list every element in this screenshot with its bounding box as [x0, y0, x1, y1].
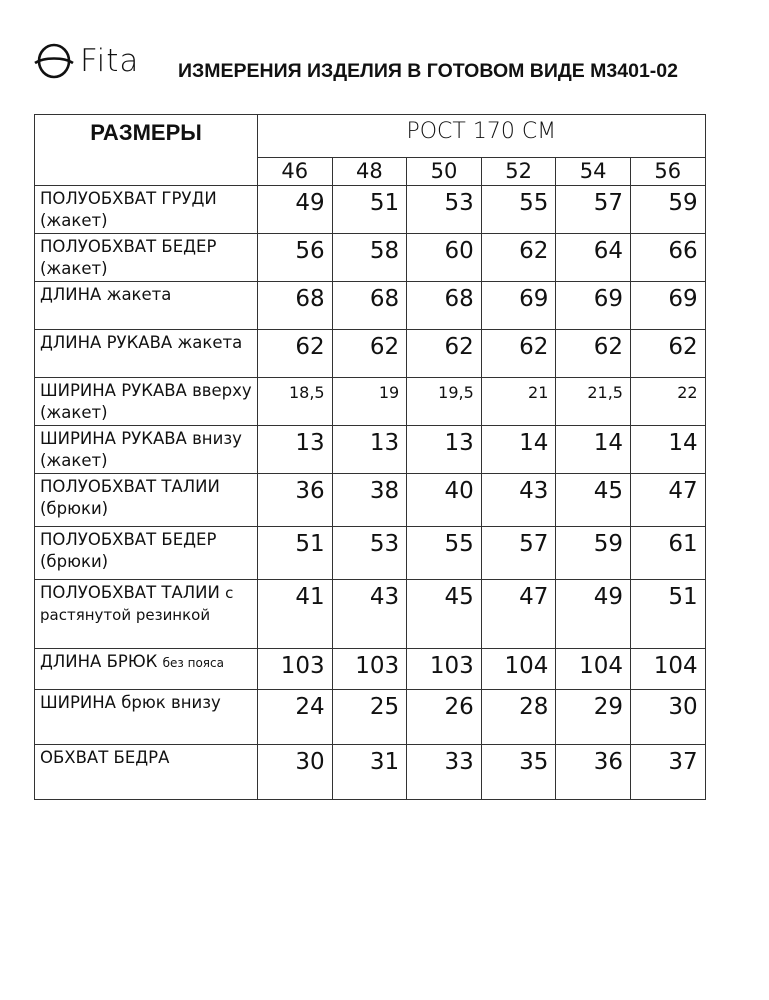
measurement-value: 104 [556, 649, 631, 690]
measurement-value: 30 [258, 745, 333, 800]
measurement-label-main: ШИРИНА брюк внизу [40, 693, 221, 712]
measurement-label [35, 474, 258, 527]
measurement-value: 103 [332, 649, 407, 690]
table-row [35, 690, 706, 745]
measurement-value: 26 [407, 690, 482, 745]
measurement-value: 35 [481, 745, 556, 800]
measurement-value: 28 [481, 690, 556, 745]
measurement-value: 62 [332, 330, 407, 378]
measurement-label-note: без пояса [162, 656, 224, 670]
measurement-label-main: ПОЛУОБХВАТ ГРУДИ (жакет) [40, 189, 217, 230]
measurement-value: 103 [258, 649, 333, 690]
measurement-value: 62 [556, 330, 631, 378]
measurement-value: 56 [258, 234, 333, 282]
table-row [35, 282, 706, 330]
measurement-value: 45 [556, 474, 631, 527]
measurement-value: 29 [556, 690, 631, 745]
measurement-value: 31 [332, 745, 407, 800]
measurement-value: 21,5 [556, 378, 631, 426]
measurement-value: 104 [481, 649, 556, 690]
table-row [35, 527, 706, 580]
measurement-label [35, 527, 258, 580]
size-header: 48 [332, 158, 407, 186]
measurement-value: 13 [332, 426, 407, 474]
measurement-value: 61 [630, 527, 705, 580]
measurement-label-main: ОБХВАТ БЕДРА [40, 748, 170, 767]
table-row [35, 580, 706, 649]
measurement-value: 45 [407, 580, 482, 649]
measurement-value: 19 [332, 378, 407, 426]
brand-name: Fita [80, 43, 140, 79]
measurement-label-main: ДЛИНА РУКАВА жакета [40, 333, 243, 352]
table-row [35, 330, 706, 378]
height-header: РОСТ 170 СМ [258, 115, 706, 158]
measurement-label [35, 330, 258, 378]
measurement-value: 66 [630, 234, 705, 282]
measurement-value: 69 [481, 282, 556, 330]
measurement-value: 62 [407, 330, 482, 378]
measurement-value: 57 [556, 186, 631, 234]
size-header: 52 [481, 158, 556, 186]
measurement-value: 49 [258, 186, 333, 234]
measurement-label [35, 745, 258, 800]
measurement-label [35, 282, 258, 330]
measurement-value: 47 [481, 580, 556, 649]
measurement-value: 21 [481, 378, 556, 426]
table-row [35, 378, 706, 426]
measurement-value: 68 [407, 282, 482, 330]
measurement-value: 51 [630, 580, 705, 649]
measurement-value: 49 [556, 580, 631, 649]
measurement-value: 36 [258, 474, 333, 527]
page-title: ИЗМЕРЕНИЯ ИЗДЕЛИЯ В ГОТОВОМ ВИДЕ М3401-02 [178, 60, 678, 82]
measurement-value: 64 [556, 234, 631, 282]
measurement-value: 37 [630, 745, 705, 800]
measurement-value: 53 [332, 527, 407, 580]
measurement-value: 104 [630, 649, 705, 690]
fita-logo-icon [34, 41, 74, 81]
measurement-value: 13 [258, 426, 333, 474]
table-row [35, 474, 706, 527]
measurement-value: 40 [407, 474, 482, 527]
measurement-value: 18,5 [258, 378, 333, 426]
measurement-value: 57 [481, 527, 556, 580]
measurement-value: 14 [630, 426, 705, 474]
measurement-label [35, 580, 258, 649]
table-row [35, 186, 706, 234]
measurement-value: 55 [481, 186, 556, 234]
measurement-value: 47 [630, 474, 705, 527]
measurement-value: 22 [630, 378, 705, 426]
measurement-value: 59 [630, 186, 705, 234]
measurement-value: 68 [332, 282, 407, 330]
measurement-value: 25 [332, 690, 407, 745]
measurement-label-main: ПОЛУОБХВАТ БЕДЕР (брюки) [40, 530, 217, 571]
measurement-value: 19,5 [407, 378, 482, 426]
measurement-value: 62 [630, 330, 705, 378]
measurement-label-main: ШИРИНА РУКАВА вверху (жакет) [40, 381, 252, 422]
measurement-label [35, 378, 258, 426]
measurement-value: 43 [481, 474, 556, 527]
measurement-value: 30 [630, 690, 705, 745]
measurement-value: 14 [481, 426, 556, 474]
table-row [35, 234, 706, 282]
measurement-value: 62 [258, 330, 333, 378]
measurement-value: 55 [407, 527, 482, 580]
measurement-value: 60 [407, 234, 482, 282]
measurement-value: 43 [332, 580, 407, 649]
measurement-label [35, 234, 258, 282]
measurement-label [35, 649, 258, 690]
size-header: 50 [407, 158, 482, 186]
sizes-header: РАЗМЕРЫ [35, 115, 258, 186]
measurement-value: 103 [407, 649, 482, 690]
size-header: 54 [556, 158, 631, 186]
measurement-label-main: ПОЛУОБХВАТ ТАЛИИ (брюки) [40, 477, 220, 518]
table-row [35, 426, 706, 474]
measurement-value: 14 [556, 426, 631, 474]
measurement-label [35, 426, 258, 474]
measurement-label-main: ПОЛУОБХВАТ БЕДЕР (жакет) [40, 237, 217, 278]
measurement-label [35, 186, 258, 234]
measurement-value: 68 [258, 282, 333, 330]
table-row [35, 649, 706, 690]
size-header: 46 [258, 158, 333, 186]
measurement-value: 13 [407, 426, 482, 474]
measurement-value: 51 [258, 527, 333, 580]
measurement-value: 24 [258, 690, 333, 745]
measurement-value: 59 [556, 527, 631, 580]
size-chart-table [34, 114, 706, 800]
measurement-label-note: с растянутой резинкой [40, 584, 234, 624]
measurement-value: 69 [630, 282, 705, 330]
measurement-value: 51 [332, 186, 407, 234]
table-row [35, 745, 706, 800]
measurement-label-main: ШИРИНА РУКАВА внизу (жакет) [40, 429, 242, 470]
measurement-label-main: ДЛИНА БРЮК [40, 652, 158, 671]
measurement-label-main: ПОЛУОБХВАТ ТАЛИИ [40, 583, 220, 602]
measurement-value: 38 [332, 474, 407, 527]
measurement-value: 53 [407, 186, 482, 234]
measurement-label-main: ДЛИНА жакета [40, 285, 172, 304]
measurement-value: 62 [481, 234, 556, 282]
measurement-value: 33 [407, 745, 482, 800]
measurement-label [35, 690, 258, 745]
page-header [34, 38, 744, 88]
measurement-value: 58 [332, 234, 407, 282]
measurement-value: 69 [556, 282, 631, 330]
measurement-value: 41 [258, 580, 333, 649]
brand-logo [34, 38, 139, 84]
size-header: 56 [630, 158, 705, 186]
measurement-value: 36 [556, 745, 631, 800]
measurement-value: 62 [481, 330, 556, 378]
